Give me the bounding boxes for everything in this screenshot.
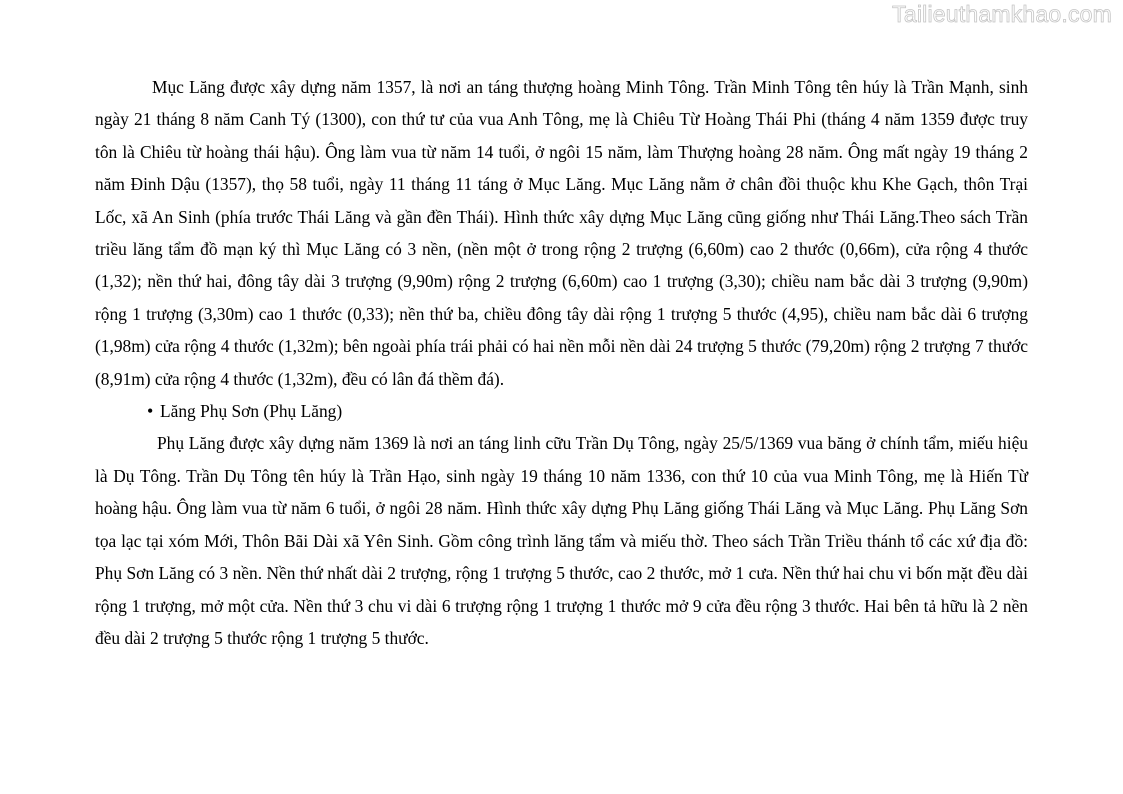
watermark-logo: Tailieuthamkhao.com [892,1,1112,27]
bullet-heading-phu-son [95,395,1028,427]
paragraph-muc-lang: Mục Lăng được xây dựng năm 1357, là nơi an táng thượng hoàng Minh Tông. Trần Minh Tông tên húy là Trần Mạnh, sinh ngày 21 tháng 8 năm Canh Tý (1300), con thứ tư của vua Anh Tông, mẹ là Chiêu Từ Hoàng Thái Phi (tháng 4 năm 1359 được truy tôn là Chiêu từ hoàng thái hậu). Ông làm vua từ năm 14 tuổi, ở ngôi 15 năm, làm Thượng hoàng 28 năm. Ông mất ngày 19 tháng 2 năm Đinh Dậu (1357), thọ 58 tuổi, ngày 11 tháng 11 táng ở Mục Lăng. Mục Lăng nằm ở chân đồi thuộc khu Khe Gạch, thôn Trại Lốc, xã An Sinh (phía trước Thái Lăng và gần đền Thái). Hình thức xây dựng Mục Lăng cũng giống như Thái Lăng.Theo sách Trần triều lăng tẩm đồ mạn ký thì Mục Lăng có 3 nền, (nền một ở trong rộng 2 trượng (6,60m) cao 2 thước (0,66m), cửa rộng 4 thước (1,32); nền thứ hai, đông tây dài 3 trượng (9,90m) rộng 2 trượng (6,60m) cao 1 trượng (3,30); chiều nam bắc dài 3 trượng (9,90m) rộng 1 trượng (3,30m) cao 1 thước (0,33); nền thứ ba, chiều đông tây dài rộng 1 trượng 5 thước (4,95), chiều nam bắc dài 6 trượng (1,98m) cửa rộng 4 thước (1,32m); bên ngoài phía trái phải có hai nền mỗi nền dài 24 trượng 5 thước (79,20m) rộng 2 trượng 7 thước (8,91m) cửa rộng 4 thước (1,32m), đều có lân đá thềm đá). [95,77,1028,389]
paragraph-phu-lang: Phụ Lăng được xây dựng năm 1369 là nơi an táng linh cữu Trần Dụ Tông, ngày 25/5/1369 vua băng ở chính tẩm, miếu hiệu là Dụ Tông. Trần Dụ Tông tên húy là Trần Hạo, sinh ngày 19 tháng 10 năm 1336, con thứ 10 của vua Minh Tông, mẹ là Hiến Từ hoàng hậu. Ông làm vua từ năm 6 tuổi, ở ngôi 28 năm. Hình thức xây dựng Phụ Lăng giống Thái Lăng và Mục Lăng. Phụ Lăng Sơn tọa lạc tại xóm Mới, Thôn Bãi Dài xã Yên Sinh. Gồm công trình lăng tẩm và miếu thờ. Theo sách Trần Triều thánh tổ các xứ địa đồ: Phụ Sơn Lăng có 3 nền. Nền thứ nhất dài 2 trượng, rộng 1 trượng 5 thước, cao 2 thước, mở 1 cưa. Nền thứ hai chu vi bốn mặt đều dài rộng 1 trượng, mở một cửa. Nền thứ 3 chu vi dài 6 trượng rộng 1 trượng 1 thước mở 9 cửa đều rộng 3 thước. Hai bên tả hữu là 2 nền đều dài 2 trượng 5 thước rộng 1 trượng 5 thước. [95,433,1028,648]
bullet-heading-label: Lăng Phụ Sơn (Phụ Lăng) [160,401,343,422]
document-body [95,71,1028,654]
bullet-icon: • [147,401,154,422]
